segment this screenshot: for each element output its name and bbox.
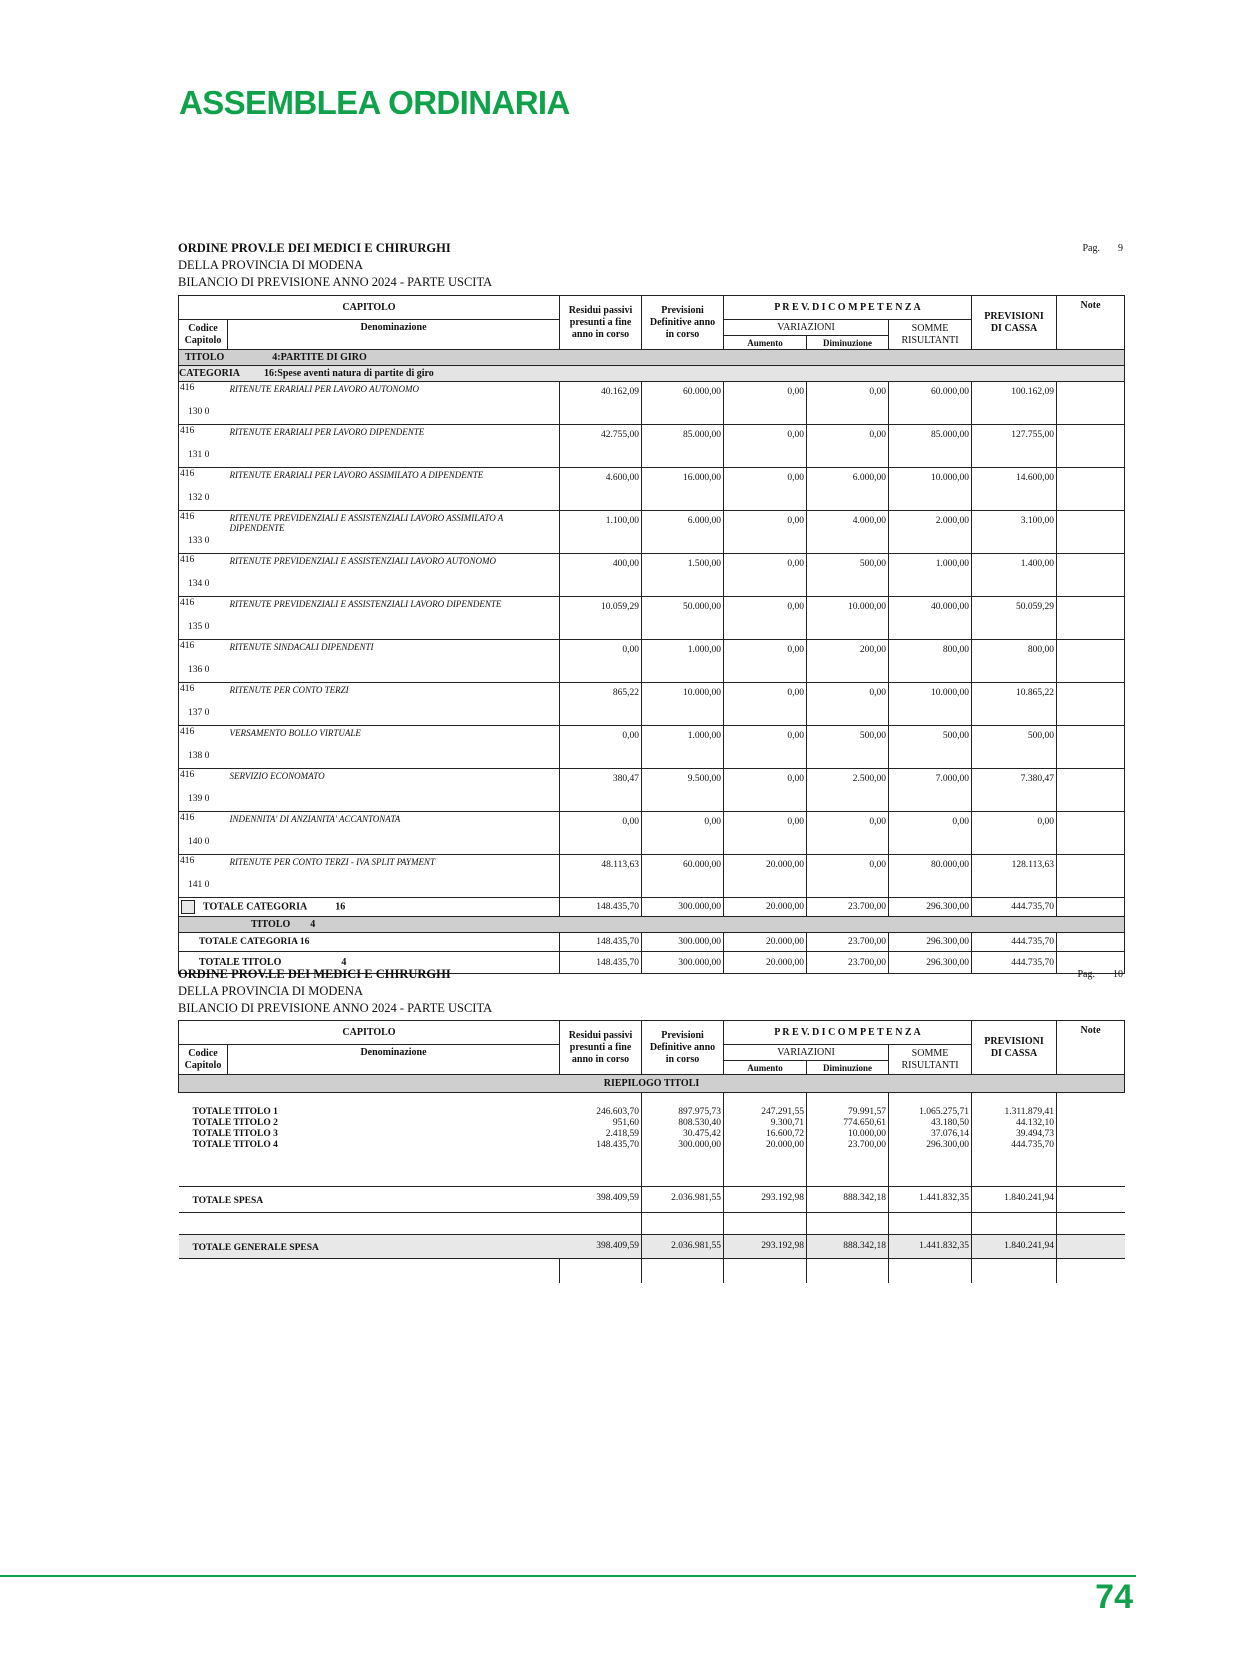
col-cassa: PREVISIONI DI CASSA xyxy=(972,1021,1057,1075)
spesa-aumento: 293.192,98 xyxy=(724,1187,807,1213)
table-row xyxy=(179,855,1125,898)
titolo-total-cassa: 1.311.879,41 xyxy=(1004,1107,1055,1117)
cell-aumento: 0,00 xyxy=(724,425,807,468)
col-residui: Residui passivi presunti a fine anno in corso xyxy=(560,296,642,350)
chapter-code: 416 138 0 xyxy=(179,726,228,769)
tot-cat16-label: TOTALE CATEGORIA 16 xyxy=(179,933,560,952)
spesa-prev: 2.036.981,55 xyxy=(642,1187,724,1213)
pag-number: 10 xyxy=(1113,969,1123,980)
chapter-code: 416 141 0 xyxy=(179,855,228,898)
titolo-diminuzione: 23.700,00 xyxy=(807,952,889,974)
cell-residui: 0,00 xyxy=(560,812,642,855)
cell-residui: 865,22 xyxy=(560,683,642,726)
cell-cassa: 128.113,63 xyxy=(972,855,1057,898)
cell-somme: 0,00 xyxy=(889,812,972,855)
col-capitolo: CAPITOLO xyxy=(179,296,560,320)
cell-note xyxy=(1057,554,1125,597)
titoli-prev xyxy=(642,1093,724,1187)
cell-cassa: 1.400,00 xyxy=(972,554,1057,597)
cell-residui: 0,00 xyxy=(560,640,642,683)
cell-prev: 16.000,00 xyxy=(642,468,724,511)
cell-cassa: 50.059,29 xyxy=(972,597,1057,640)
chapter-description: RITENUTE PER CONTO TERZI xyxy=(228,683,560,726)
cell-diminuzione: 0,00 xyxy=(807,812,889,855)
cell-aumento: 0,00 xyxy=(724,554,807,597)
col-aumento: Aumento xyxy=(724,1061,807,1075)
cell-somme: 800,00 xyxy=(889,640,972,683)
cell-diminuzione: 6.000,00 xyxy=(807,468,889,511)
cell-somme: 85.000,00 xyxy=(889,425,972,468)
generale-cassa: 1.840.241,94 xyxy=(972,1235,1057,1259)
cell-somme: 10.000,00 xyxy=(889,683,972,726)
col-capitolo: CAPITOLO xyxy=(179,1021,560,1045)
cell-aumento: 0,00 xyxy=(724,640,807,683)
chapter-code: 416 137 0 xyxy=(179,683,228,726)
chapter-code: 416 133 0 xyxy=(179,511,228,554)
titolo-label: TITOLO xyxy=(185,352,225,363)
titoli-cassa xyxy=(972,1093,1057,1187)
titolo-text: 4:PARTITE DI GIRO xyxy=(272,352,367,363)
cell-aumento: 20.000,00 xyxy=(724,855,807,898)
table-row xyxy=(179,769,1125,812)
chapter-description: INDENNITA' DI ANZIANITA' ACCANTONATA xyxy=(228,812,560,855)
titolo-total-prev: 897.975,73 xyxy=(678,1107,722,1117)
checkbox-icon xyxy=(181,900,195,914)
categoria-bar xyxy=(179,366,1125,382)
cell-prev: 6.000,00 xyxy=(642,511,724,554)
cell-aumento: 0,00 xyxy=(724,468,807,511)
tot-cassa: 444.735,70 xyxy=(972,898,1057,917)
titoli-aumento xyxy=(724,1093,807,1187)
cell-diminuzione: 0,00 xyxy=(807,855,889,898)
titolo-total-cassa: 44.132,10 xyxy=(1016,1118,1055,1128)
chapter-description: SERVIZIO ECONOMATO xyxy=(228,769,560,812)
col-previsioni: Previsioni Definitive anno in corso xyxy=(642,1021,724,1075)
totale-categoria-16-row xyxy=(179,933,1125,952)
cell-somme: 80.000,00 xyxy=(889,855,972,898)
pag-number: 9 xyxy=(1118,243,1123,254)
titoli-somme xyxy=(889,1093,972,1187)
cell-note xyxy=(1057,726,1125,769)
titolo-total-residui: 246.603,70 xyxy=(596,1107,640,1117)
cell-residui: 4.600,00 xyxy=(560,468,642,511)
titolo-total-diminuzione: 79.991,57 xyxy=(848,1107,887,1117)
generale-prev: 2.036.981,55 xyxy=(642,1235,724,1259)
cell-note xyxy=(1057,425,1125,468)
totale-generale-label: TOTALE GENERALE SPESA xyxy=(179,1235,560,1259)
cell-cassa: 3.100,00 xyxy=(972,511,1057,554)
chapter-description: RITENUTE PER CONTO TERZI - IVA SPLIT PAYMENT xyxy=(228,855,560,898)
titolo-total-label: TOTALE TITOLO 1 xyxy=(192,1107,278,1117)
chapter-rows xyxy=(179,382,1125,898)
cell-prev: 1.000,00 xyxy=(642,726,724,769)
col-note: Note xyxy=(1057,296,1125,350)
col-somme: SOMME RISULTANTI xyxy=(889,1045,972,1075)
col-competenza: P R E V. D I C O M P E T E N Z A xyxy=(724,296,972,320)
table-row xyxy=(179,726,1125,769)
titolo-total-cassa: 39.494,73 xyxy=(1016,1129,1055,1139)
cell-residui: 400,00 xyxy=(560,554,642,597)
chapter-code: 416 130 0 xyxy=(179,382,228,425)
cell-residui: 0,00 xyxy=(560,726,642,769)
cell-diminuzione: 10.000,00 xyxy=(807,597,889,640)
titolo-bar-label: TITOLO xyxy=(251,919,291,930)
cell-cassa: 127.755,00 xyxy=(972,425,1057,468)
tot-residui: 148.435,70 xyxy=(560,898,642,917)
cell-note xyxy=(1057,468,1125,511)
col-variazioni: VARIAZIONI xyxy=(724,1045,889,1061)
cell-residui: 1.100,00 xyxy=(560,511,642,554)
org-line-2: DELLA PROVINCIA DI MODENA xyxy=(178,258,364,272)
titolo-total-diminuzione: 23.700,00 xyxy=(848,1140,887,1150)
cell-prev: 9.500,00 xyxy=(642,769,724,812)
riepilogo-bar xyxy=(179,1075,1125,1093)
totale-generale-row xyxy=(179,1235,1125,1259)
titolo-somme: 296.300,00 xyxy=(889,952,972,974)
table-row xyxy=(179,382,1125,425)
spesa-cassa: 1.840.241,94 xyxy=(972,1187,1057,1213)
cell-aumento: 0,00 xyxy=(724,597,807,640)
report-header-2 xyxy=(178,966,1123,1017)
cell-diminuzione: 500,00 xyxy=(807,554,889,597)
titolo-total-diminuzione: 774.650,61 xyxy=(843,1118,887,1128)
titolo-total-aumento: 247.291,55 xyxy=(761,1107,805,1117)
cell-note xyxy=(1057,597,1125,640)
titolo-total-residui: 148.435,70 xyxy=(596,1140,640,1150)
titolo-total-label: TOTALE TITOLO 2 xyxy=(192,1118,278,1128)
cell-diminuzione: 500,00 xyxy=(807,726,889,769)
cell-somme: 500,00 xyxy=(889,726,972,769)
cell-aumento: 0,00 xyxy=(724,726,807,769)
budget-table-2 xyxy=(178,1020,1125,1283)
titolo-prev: 300.000,00 xyxy=(642,952,724,974)
chapter-description: VERSAMENTO BOLLO VIRTUALE xyxy=(228,726,560,769)
totale-spesa-label: TOTALE SPESA xyxy=(179,1187,560,1213)
categoria-label: CATEGORIA xyxy=(179,368,240,379)
titolo-total-prev: 30.475,42 xyxy=(683,1129,722,1139)
cell-diminuzione: 2.500,00 xyxy=(807,769,889,812)
cell-prev: 60.000,00 xyxy=(642,855,724,898)
chapter-description: RITENUTE SINDACALI DIPENDENTI xyxy=(228,640,560,683)
tot-categoria-num: 16 xyxy=(335,901,346,913)
cell-diminuzione: 0,00 xyxy=(807,683,889,726)
cell-somme: 2.000,00 xyxy=(889,511,972,554)
col-note: Note xyxy=(1057,1021,1125,1075)
cell-note xyxy=(1057,769,1125,812)
page-indicator xyxy=(1078,966,1124,983)
titolo-bar xyxy=(179,350,1125,366)
cat16-residui: 148.435,70 xyxy=(560,933,642,952)
table-row xyxy=(179,425,1125,468)
table-row xyxy=(179,468,1125,511)
cell-prev: 60.000,00 xyxy=(642,382,724,425)
cell-aumento: 0,00 xyxy=(724,769,807,812)
org-line-1: ORDINE PROV.LE DEI MEDICI E CHIRURGHI xyxy=(178,241,451,255)
totale-categoria-row xyxy=(179,898,1125,917)
titolo-cassa: 444.735,70 xyxy=(972,952,1057,974)
cell-note xyxy=(1057,382,1125,425)
titolo-total-somme: 37.076,14 xyxy=(931,1129,970,1139)
col-diminuzione: Diminuzione xyxy=(807,336,889,350)
cat16-somme: 296.300,00 xyxy=(889,933,972,952)
tot-titolo-label: TOTALE TITOLO xyxy=(199,957,282,968)
cell-cassa: 7.380,47 xyxy=(972,769,1057,812)
cell-prev: 1.000,00 xyxy=(642,640,724,683)
org-line-2: DELLA PROVINCIA DI MODENA xyxy=(178,984,364,998)
table-row xyxy=(179,597,1125,640)
titolo-bar-num: 4 xyxy=(310,919,316,930)
col-previsioni: Previsioni Definitive anno in corso xyxy=(642,296,724,350)
cell-somme: 1.000,00 xyxy=(889,554,972,597)
cell-note xyxy=(1057,511,1125,554)
cell-prev: 50.000,00 xyxy=(642,597,724,640)
cell-cassa: 100.162,09 xyxy=(972,382,1057,425)
totale-spesa-row xyxy=(179,1187,1125,1213)
cell-aumento: 0,00 xyxy=(724,382,807,425)
chapter-code: 416 134 0 xyxy=(179,554,228,597)
cell-aumento: 0,00 xyxy=(724,511,807,554)
titolo-total-residui: 2.418,59 xyxy=(605,1129,640,1139)
cell-note xyxy=(1057,812,1125,855)
pag-label: Pag. xyxy=(1082,243,1100,254)
cat16-prev: 300.000,00 xyxy=(642,933,724,952)
cell-prev: 0,00 xyxy=(642,812,724,855)
table-row xyxy=(179,511,1125,554)
cell-cassa: 14.600,00 xyxy=(972,468,1057,511)
titolo-total-somme: 296.300,00 xyxy=(926,1140,970,1150)
col-codice: Codice Capitolo xyxy=(179,320,228,350)
tot-aumento: 20.000,00 xyxy=(724,898,807,917)
cell-note xyxy=(1057,640,1125,683)
cell-residui: 380,47 xyxy=(560,769,642,812)
cell-residui: 42.755,00 xyxy=(560,425,642,468)
titolo-total-aumento: 16.600,72 xyxy=(766,1129,805,1139)
cell-note xyxy=(1057,683,1125,726)
cell-cassa: 500,00 xyxy=(972,726,1057,769)
cat16-diminuzione: 23.700,00 xyxy=(807,933,889,952)
table-row xyxy=(179,554,1125,597)
page-number: 74 xyxy=(1095,1578,1133,1616)
titolo-total-prev: 300.000,00 xyxy=(678,1140,722,1150)
chapter-description: RITENUTE PREVIDENZIALI E ASSISTENZIALI LAVORO AUTONOMO xyxy=(228,554,560,597)
cell-prev: 10.000,00 xyxy=(642,683,724,726)
titolo-total-diminuzione: 10.000,00 xyxy=(848,1129,887,1139)
cell-aumento: 0,00 xyxy=(724,812,807,855)
titoli-residui xyxy=(560,1093,642,1187)
report-title: BILANCIO DI PREVISIONE ANNO 2024 - PARTE USCITA xyxy=(178,1001,493,1015)
cell-cassa: 0,00 xyxy=(972,812,1057,855)
chapter-code: 416 139 0 xyxy=(179,769,228,812)
titolo-total-cassa: 444.735,70 xyxy=(1011,1140,1055,1150)
chapter-code: 416 135 0 xyxy=(179,597,228,640)
cell-somme: 40.000,00 xyxy=(889,597,972,640)
cell-cassa: 800,00 xyxy=(972,640,1057,683)
col-diminuzione: Diminuzione xyxy=(807,1061,889,1075)
cell-diminuzione: 0,00 xyxy=(807,382,889,425)
col-variazioni: VARIAZIONI xyxy=(724,320,889,336)
titolo-total-aumento: 20.000,00 xyxy=(766,1140,805,1150)
tot-diminuzione: 23.700,00 xyxy=(807,898,889,917)
tot-prev: 300.000,00 xyxy=(642,898,724,917)
titolo-total-prev: 808.530,40 xyxy=(678,1118,722,1128)
titolo-total-aumento: 9.300,71 xyxy=(770,1118,805,1128)
titolo-residui: 148.435,70 xyxy=(560,952,642,974)
titolo-total-label: TOTALE TITOLO 4 xyxy=(192,1140,278,1150)
tot-categoria-label: TOTALE CATEGORIA xyxy=(203,901,308,913)
tot-somme: 296.300,00 xyxy=(889,898,972,917)
spesa-somme: 1.441.832,35 xyxy=(889,1187,972,1213)
col-somme: SOMME RISULTANTI xyxy=(889,320,972,350)
col-cassa: PREVISIONI DI CASSA xyxy=(972,296,1057,350)
tot-titolo-num: 4 xyxy=(341,957,347,968)
footer-divider xyxy=(0,1575,1136,1577)
table-row xyxy=(179,812,1125,855)
spesa-residui: 398.409,59 xyxy=(560,1187,642,1213)
col-denominazione: Denominazione xyxy=(228,1045,560,1075)
col-aumento: Aumento xyxy=(724,336,807,350)
categoria-text: 16:Spese aventi natura di partite di giro xyxy=(263,368,434,379)
cell-residui: 40.162,09 xyxy=(560,382,642,425)
spesa-diminuzione: 888.342,18 xyxy=(807,1187,889,1213)
cell-diminuzione: 4.000,00 xyxy=(807,511,889,554)
page-indicator xyxy=(1083,240,1124,257)
chapter-code: 416 131 0 xyxy=(179,425,228,468)
table-row xyxy=(179,640,1125,683)
riepilogo-label: RIEPILOGO TITOLI xyxy=(179,1075,1125,1093)
pag-label: Pag. xyxy=(1077,969,1095,980)
cell-cassa: 10.865,22 xyxy=(972,683,1057,726)
spacer-row xyxy=(179,1213,1125,1235)
titoli-labels xyxy=(179,1093,560,1187)
cell-diminuzione: 200,00 xyxy=(807,640,889,683)
chapter-description: RITENUTE ERARIALI PER LAVORO DIPENDENTE xyxy=(228,425,560,468)
budget-table-1 xyxy=(178,295,1125,974)
report-title: BILANCIO DI PREVISIONE ANNO 2024 - PARTE USCITA xyxy=(178,275,493,289)
cat16-aumento: 20.000,00 xyxy=(724,933,807,952)
page-title: ASSEMBLEA ORDINARIA xyxy=(179,84,570,121)
titolo-total-label: TOTALE TITOLO 3 xyxy=(192,1129,278,1139)
trailing-row xyxy=(179,1259,1125,1283)
cell-residui: 10.059,29 xyxy=(560,597,642,640)
titolo-total-bar xyxy=(179,917,1125,933)
titolo-total-residui: 951,60 xyxy=(612,1118,640,1128)
chapter-description: RITENUTE ERARIALI PER LAVORO ASSIMILATO A DIPENDENTE xyxy=(228,468,560,511)
cell-aumento: 0,00 xyxy=(724,683,807,726)
col-codice: Codice Capitolo xyxy=(179,1045,228,1075)
generale-aumento: 293.192,98 xyxy=(724,1235,807,1259)
chapter-description: RITENUTE PREVIDENZIALI E ASSISTENZIALI LAVORO DIPENDENTE xyxy=(228,597,560,640)
cell-note xyxy=(1057,855,1125,898)
chapter-code: 416 136 0 xyxy=(179,640,228,683)
chapter-description: RITENUTE ERARIALI PER LAVORO AUTONOMO xyxy=(228,382,560,425)
cell-somme: 7.000,00 xyxy=(889,769,972,812)
cell-somme: 60.000,00 xyxy=(889,382,972,425)
chapter-code: 416 140 0 xyxy=(179,812,228,855)
titolo-total-somme: 43.180,50 xyxy=(931,1118,970,1128)
generale-somme: 1.441.832,35 xyxy=(889,1235,972,1259)
table-row xyxy=(179,683,1125,726)
cell-residui: 48.113,63 xyxy=(560,855,642,898)
chapter-description: RITENUTE PREVIDENZIALI E ASSISTENZIALI LAVORO ASSIMILATO A DIPENDENTE xyxy=(228,511,560,554)
riepilogo-titoli-row xyxy=(179,1093,1125,1187)
generale-residui: 398.409,59 xyxy=(560,1235,642,1259)
titoli-diminuzione xyxy=(807,1093,889,1187)
cell-somme: 10.000,00 xyxy=(889,468,972,511)
chapter-code: 416 132 0 xyxy=(179,468,228,511)
cell-prev: 1.500,00 xyxy=(642,554,724,597)
cat16-cassa: 444.735,70 xyxy=(972,933,1057,952)
titolo-total-somme: 1.065.275,71 xyxy=(919,1107,970,1117)
cell-diminuzione: 0,00 xyxy=(807,425,889,468)
report-header-1 xyxy=(178,240,1123,291)
generale-diminuzione: 888.342,18 xyxy=(807,1235,889,1259)
col-residui: Residui passivi presunti a fine anno in corso xyxy=(560,1021,642,1075)
titolo-aumento: 20.000,00 xyxy=(724,952,807,974)
col-denominazione: Denominazione xyxy=(228,320,560,350)
col-competenza: P R E V. D I C O M P E T E N Z A xyxy=(724,1021,972,1045)
cell-prev: 85.000,00 xyxy=(642,425,724,468)
org-line-1: ORDINE PROV.LE DEI MEDICI E CHIRURGHI xyxy=(178,967,451,981)
